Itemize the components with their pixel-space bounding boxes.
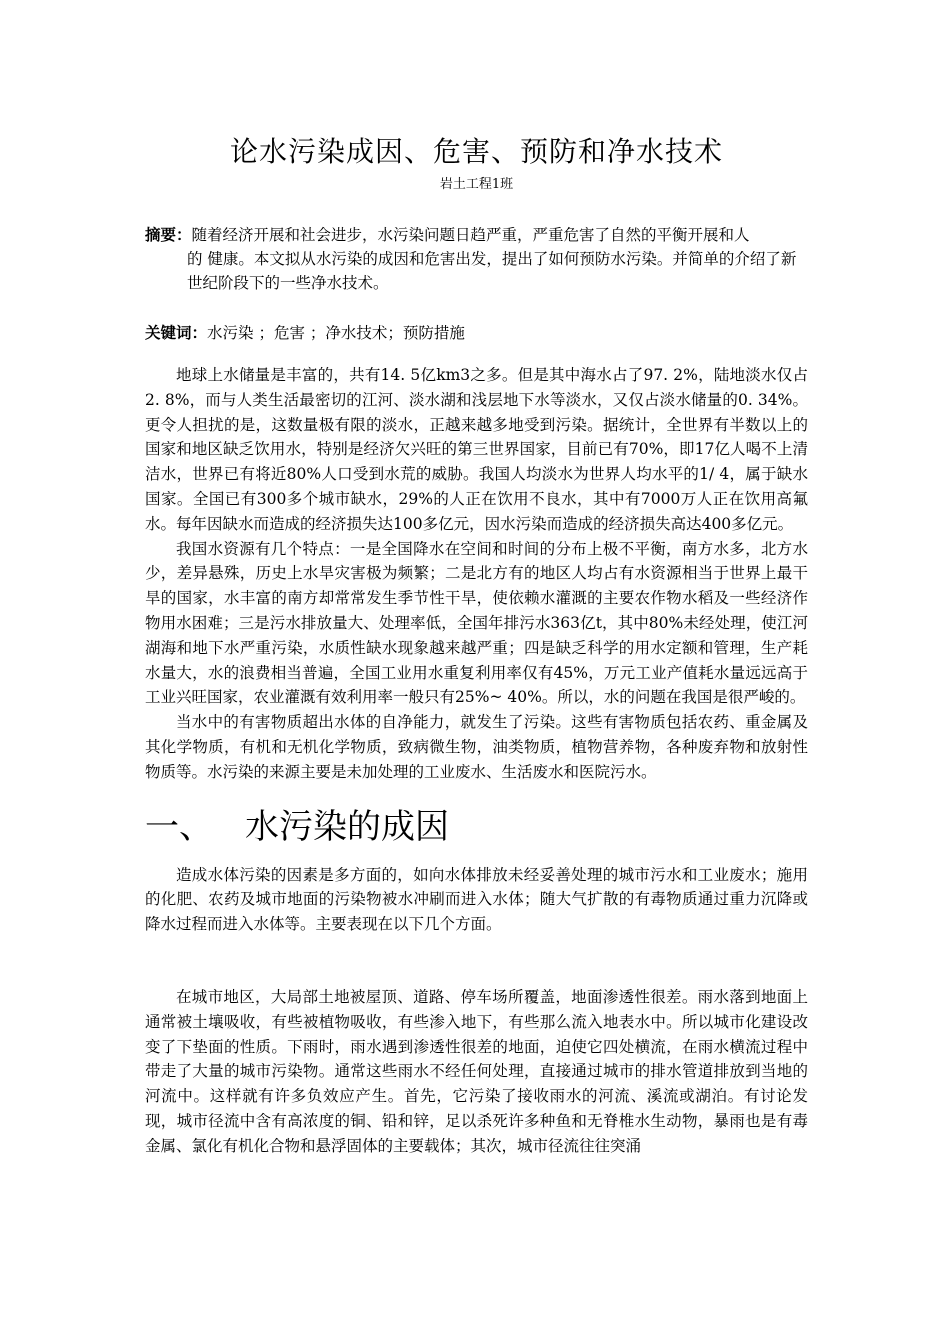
body-paragraph: 在城市地区，大局部土地被屋顶、道路、停车场所覆盖，地面渗透性很差。雨水落到地面上通常被土壤吸收，有些被植物吸收，有些渗入地下，有些那么流入地表水中。所以城市化建设改变了下垫面的性质。下雨时，雨水遇到渗透性很差的地面，迫使它四处横流，在雨水横流过程中带走了大量的城市污染物。通常这些雨水不经任何处理，直接通过城市的排水管道排放到当地的河流中。这样就有许多负效应产生。首先，它污染了接收雨水的河流、溪流或湖泊。有讨论发现，城市径流中含有高浓度的铜、铅和锌，足以杀死许多种鱼和无脊椎水生动物，暴雨也是有毒金属、氯化有机化合物和悬浮固体的主要载体；其次，城市径流往往突涌 (145, 987, 808, 1155)
body-paragraph: 地球上水储量是丰富的，共有14. 5亿km3之多。但是其中海水占了97. 2%，陆地淡水仅占2. 8%，而与人类生活最密切的江河、淡水湖和浅层地下水等淡水，又仅占淡水储量的0. 34%。更令人担扰的是，这数量极有限的淡水，正越来越多地受到污染。据统计，全世界有半数以上的国家和地区缺乏饮用水，特别是经济欠兴旺的第三世界国家，目前已有70%，即17亿人喝不上清洁水，世界已有将近80%人口受到水荒的威胁。我国人均淡水为世界人均水平的1/ 4，属于缺水国家。全国已有300多个城市缺水，29%的人正在饮用不良水，其中有7000万人正在饮用高氟水。每年因缺水而造成的经济损失达100多亿元，因水污染而造成的经济损失高达400多亿元。 (145, 366, 808, 533)
abstract-line1: 随着经济开展和社会进步，水污染问题日趋严重，严重危害了自然的平衡开展和人 (191, 226, 750, 244)
body-paragraph: 当水中的有害物质超出水体的自净能力，就发生了污染。这些有害物质包括农药、重金属及其化学物质，有机和无机化学物质，致病微生物，油类物质，植物营养物，各种废弃物和放射性物质等。水污染的来源主要是未加处理的工业废水、生活废水和医院污水。 (145, 713, 808, 781)
body-paragraph: 我国水资源有几个特点：一是全国降水在空间和时间的分布上极不平衡，南方水多，北方水少，差异悬殊，历史上水旱灾害极为频繁；二是北方有的地区人均占有水资源相当于世界上最干旱的国家，水丰富的南方却常常发生季节性干旱，使依赖水灌溉的主要农作物水稻及一些经济作物用水困难；三是污水排放量大、处理率低，全国年排污水363亿t，其中80%未经处理，使江河湖海和地下水严重污染，水质性缺水现象越来越严重；四是缺乏科学的用水定额和管理，生产耗水量大，水的浪费相当普遍，全国工业用水重复利用率仅有45%，万元工业产值耗水量远远高于工业兴旺国家，农业灌溉有效利用率一般只有25%~ 40%。所以，水的问题在我国是很严峻的。 (145, 539, 808, 707)
page-title: 论水污染成因、危害、预防和净水技术 (229, 135, 723, 168)
abstract (145, 223, 808, 295)
keywords-text: 水污染 ；危害 ；净水技术；预防措施 (207, 324, 465, 342)
body-paragraph: 造成水体污染的因素是多方面的，如向水体排放未经妥善处理的城市污水和工业废水；施用的化肥、农药及城市地面的污染物被水冲刷而进入水体；随大气扩散的有毒物质通过重力沉降或降水过程而进入水体等。主要表现在以下几个方面。 (145, 865, 808, 934)
keywords-label: 关键词： (145, 323, 208, 342)
abstract-label: 摘要： (145, 225, 192, 244)
keywords (145, 321, 808, 345)
section-title: 水污染的成因 (245, 806, 449, 847)
section-number: 一、 (145, 806, 213, 847)
spacer (145, 937, 808, 985)
abstract-rest: 的 健康。本文拟从水污染的成因和危害出发，提出了如何预防水污染。并简单的介绍了新世纪阶段下的一些净水技术。 (187, 250, 797, 292)
author-line: 岩土工程1班 (439, 177, 514, 192)
section-heading (145, 805, 808, 849)
